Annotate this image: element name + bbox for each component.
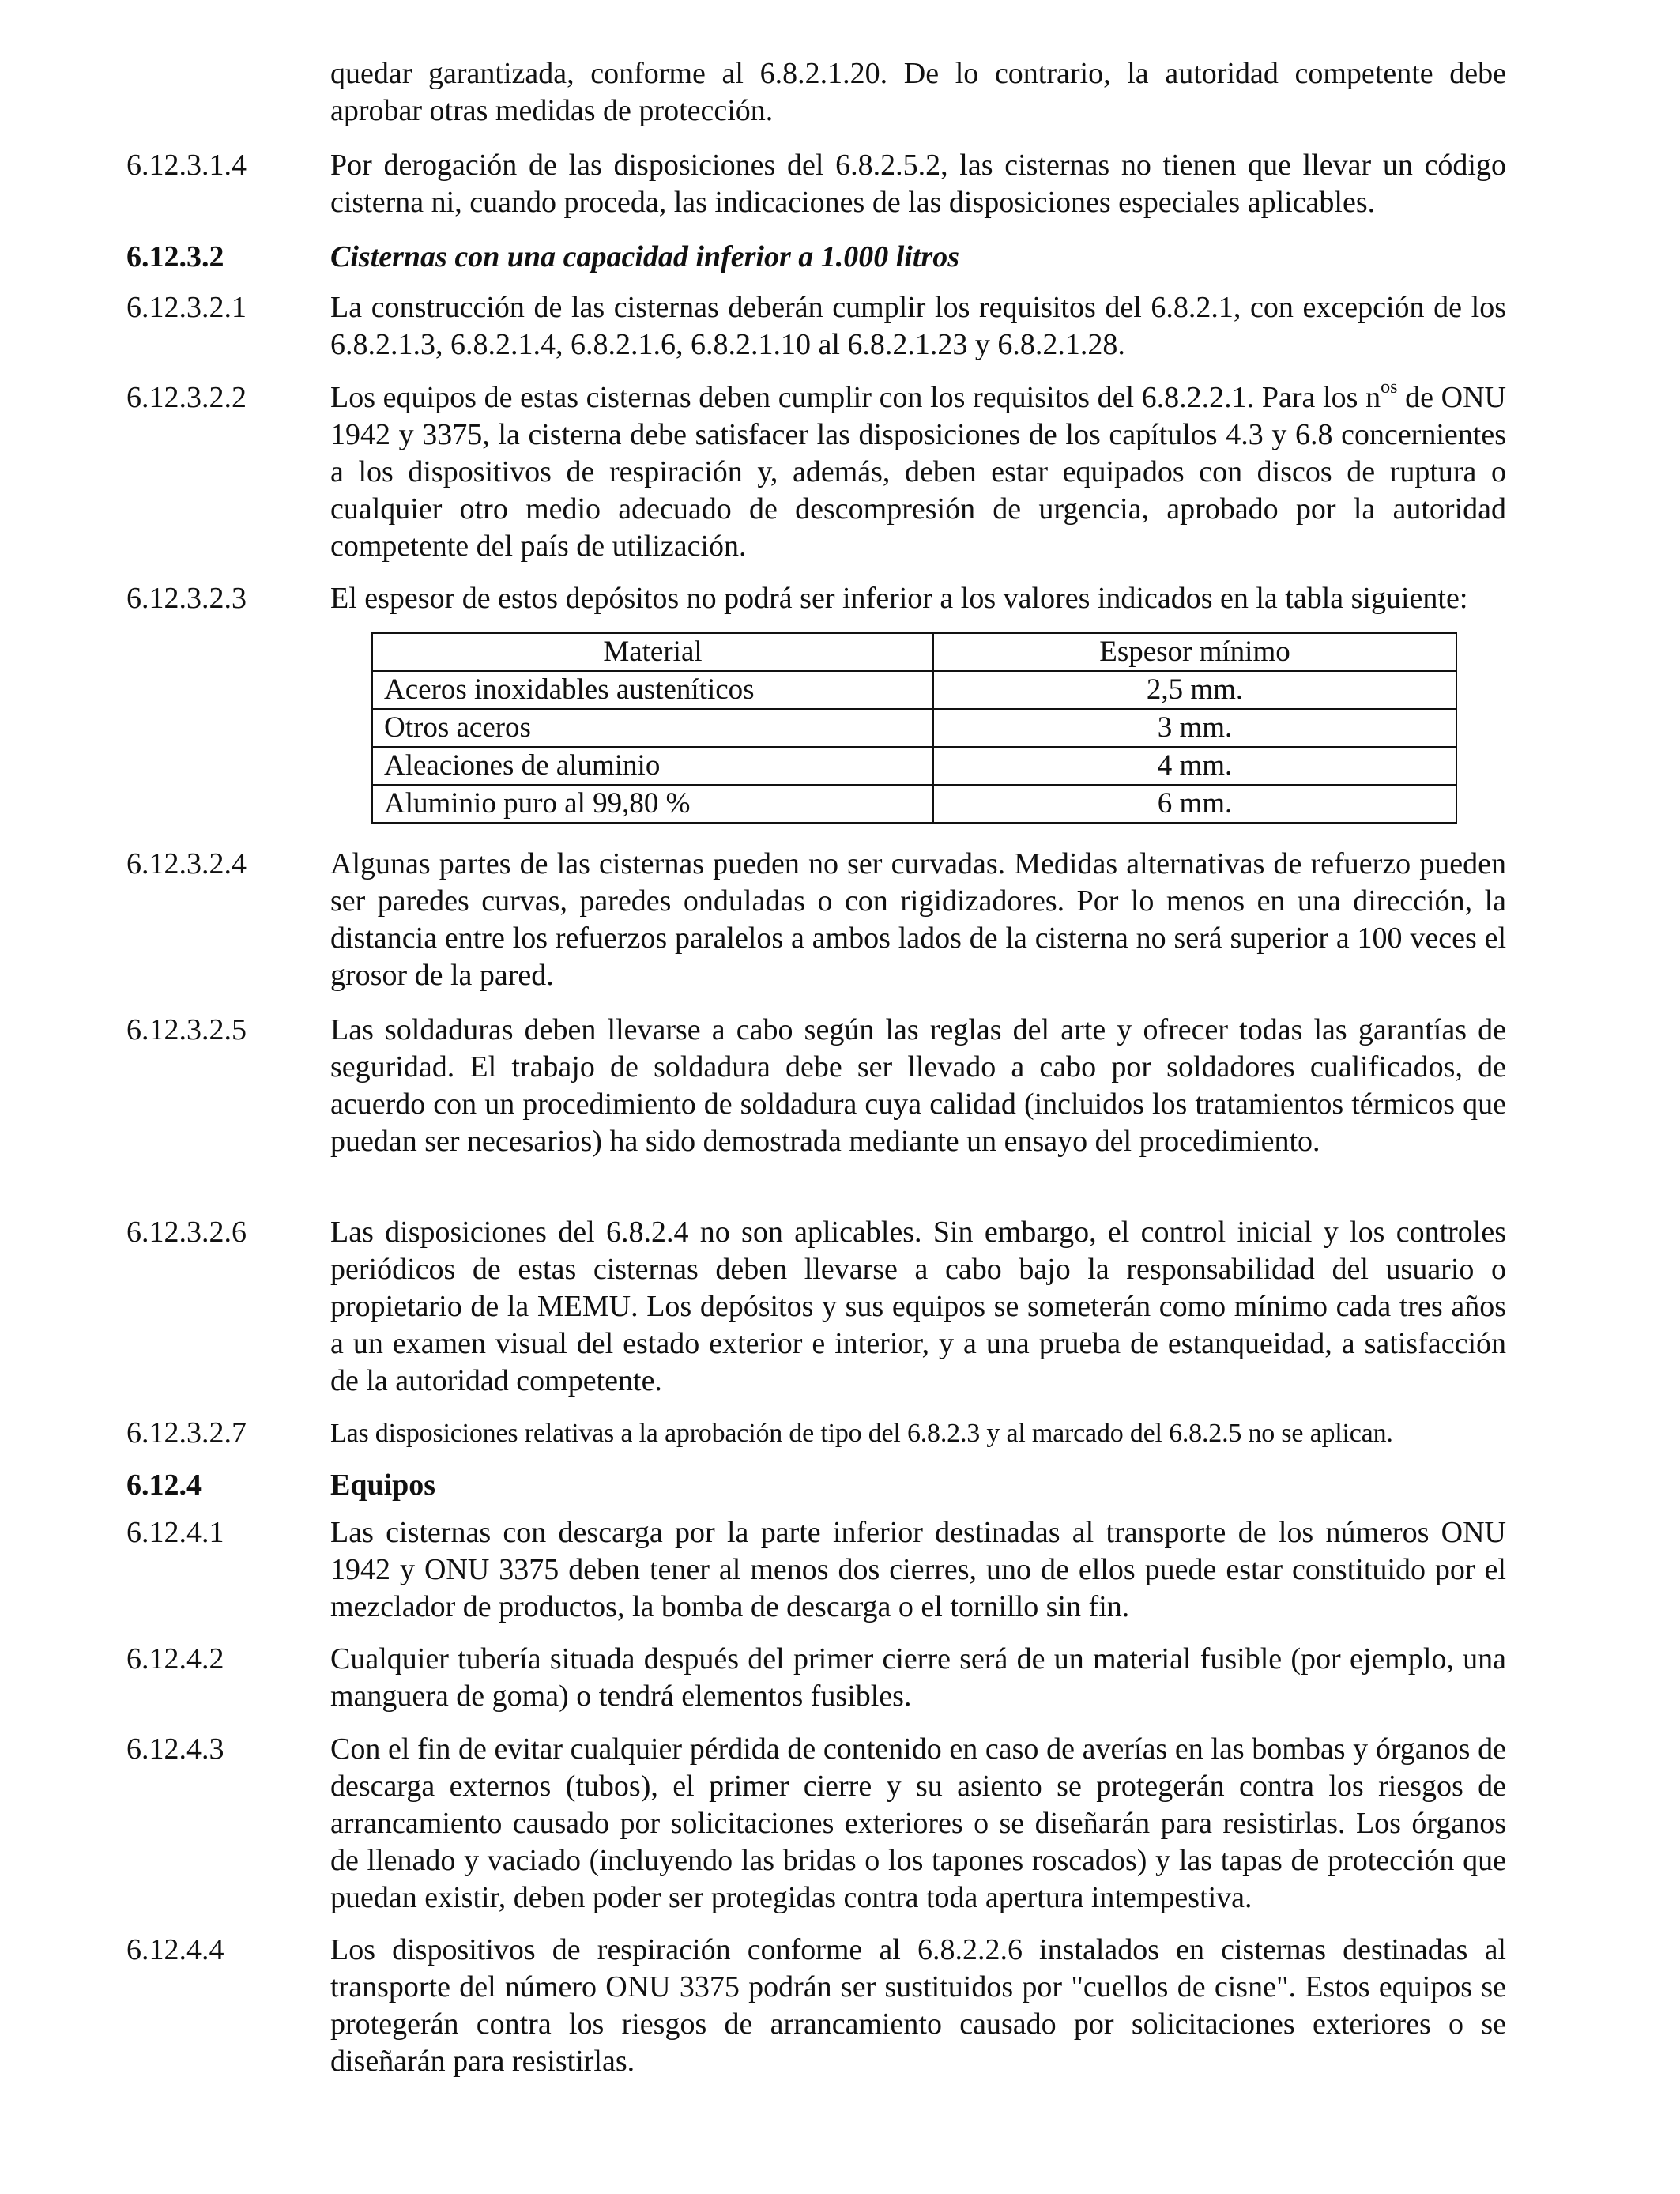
section-number: 6.12.3.2	[126, 240, 224, 273]
paragraph-number: 6.12.3.2.2	[126, 381, 247, 414]
paragraph-number: 6.12.3.2.7	[126, 1416, 247, 1449]
paragraph-number: 6.12.3.2.5	[126, 1013, 247, 1046]
paragraph-text: Cualquier tubería situada después del primer cierre será de un material fusible (por ejemplo, una manguera de goma) o tendrá elementos fusibles.	[330, 1642, 1506, 1713]
paragraph-text-part: de ONU 1942 y 3375, la cisterna debe satisfacer las disposiciones de los capítulos 4.3 y 6.8 concernientes a los dispositivos de respiración y, además, deben estar equipados con discos de ruptura o cualquier otro medio adecuado de descompresión de urgencia, aprobado por la autoridad competente del país de utilización.	[330, 381, 1506, 563]
table-cell-thickness: 3 mm.	[933, 709, 1456, 747]
paragraph-number: 6.12.3.2.1	[126, 291, 247, 324]
paragraph-number: 6.12.3.2.6	[126, 1216, 247, 1249]
paragraph-text: Las disposiciones del 6.8.2.4 no son aplicables. Sin embargo, el control inicial y los controles periódicos de estas cisternas deben llevarse a cabo bajo la responsabilidad del usuario o propietario de la MEMU. Los depósitos y sus equipos se someterán como mínimo cada tres años a un examen visual del estado exterior e interior, y a una prueba de estanqueidad, a satisfacción de la autoridad competente.	[330, 1216, 1506, 1397]
superscript-os: os	[1381, 377, 1398, 398]
table-row	[372, 671, 1456, 709]
table-cell-material: Otros aceros	[372, 709, 933, 747]
paragraph-number: 6.12.3.2.3	[126, 582, 247, 615]
table-cell-thickness: 2,5 mm.	[933, 671, 1456, 709]
section-number: 6.12.4	[126, 1468, 202, 1502]
paragraph-number: 6.12.4.1	[126, 1516, 224, 1549]
paragraph-number: 6.12.3.2.4	[126, 847, 247, 880]
table-cell-material: Aceros inoxidables austeníticos	[372, 671, 933, 709]
table-cell-thickness: 4 mm.	[933, 747, 1456, 785]
paragraph-text: Los dispositivos de respiración conforme al 6.8.2.2.6 instalados en cisternas destinadas al transporte del número ONU 3375 podrán ser sustituidos por "cuellos de cisne". Estos equipos se protegerán contra los riesgos de arrancamiento causado por solicitaciones exteriores o se diseñarán para resistirlas.	[330, 1933, 1506, 2078]
table-cell-material: Aluminio puro al 99,80 %	[372, 785, 933, 823]
paragraph-text: Las cisternas con descarga por la parte inferior destinadas al transporte de los números ONU 1942 y ONU 3375 deben tener al menos dos cierres, uno de ellos puede estar constituido por el mezclador de productos, la bomba de descarga o el tornillo sin fin.	[330, 1516, 1506, 1623]
paragraph-text: Por derogación de las disposiciones del 6.8.2.5.2, las cisternas no tienen que llevar un código cisterna ni, cuando proceda, las indicaciones de las disposiciones especiales aplicables.	[330, 149, 1506, 219]
thickness-table	[371, 632, 1457, 824]
section-title: Cisternas con una capacidad inferior a 1.000 litros	[330, 240, 959, 273]
paragraph-text: Con el fin de evitar cualquier pérdida de contenido en caso de averías en las bombas y órganos de descarga externos (tubos), el primer cierre y su asiento se protegerán contra los riesgos de arrancamiento causado por solicitaciones exteriores o se diseñarán para resistirlas. Los órganos de llenado y vaciado (incluyendo las bridas o los tapones roscados) y las tapas de protección que puedan existir, deben poder ser protegidas contra toda apertura intempestiva.	[330, 1732, 1506, 1914]
paragraph-text: La construcción de las cisternas deberán cumplir los requisitos del 6.8.2.1, con excepción de los 6.8.2.1.3, 6.8.2.1.4, 6.8.2.1.6, 6.8.2.1.10 al 6.8.2.1.23 y 6.8.2.1.28.	[330, 291, 1506, 361]
paragraph-text	[330, 379, 1506, 565]
table-cell-material: Aleaciones de aluminio	[372, 747, 933, 785]
table-cell-thickness: 6 mm.	[933, 785, 1456, 823]
paragraph-text: Algunas partes de las cisternas pueden no ser curvadas. Medidas alternativas de refuerzo pueden ser paredes curvas, paredes onduladas o con rigidizadores. Por lo menos en una dirección, la distancia entre los refuerzos paralelos a ambos lados de la cisterna no será superior a 100 veces el grosor de la pared.	[330, 847, 1506, 992]
paragraph-number: 6.12.4.2	[126, 1642, 224, 1676]
paragraph-number: 6.12.4.4	[126, 1933, 224, 1966]
paragraph-text: Las soldaduras deben llevarse a cabo según las reglas del arte y ofrecer todas las garantías de seguridad. El trabajo de soldadura debe ser llevado a cabo por soldadores cualificados, de acuerdo con un procedimiento de soldadura cuya calidad (incluidos los tratamientos térmicos que puedan ser necesarios) ha sido demostrada mediante un ensayo del procedimiento.	[330, 1013, 1506, 1158]
table-row	[372, 709, 1456, 747]
paragraph-text: Las disposiciones relativas a la aprobación de tipo del 6.8.2.3 y al marcado del 6.8.2.5 no se aplican.	[330, 1419, 1393, 1448]
table-row	[372, 747, 1456, 785]
table-header-thickness: Espesor mínimo	[933, 633, 1456, 671]
paragraph-text: quedar garantizada, conforme al 6.8.2.1.20. De lo contrario, la autoridad competente debe aprobar otras medidas de protección.	[330, 57, 1506, 127]
paragraph-text-part: Los equipos de estas cisternas deben cumplir con los requisitos del 6.8.2.2.1. Para los n	[330, 381, 1381, 414]
paragraph-text: El espesor de estos depósitos no podrá ser inferior a los valores indicados en la tabla siguiente:	[330, 582, 1468, 615]
table-row	[372, 785, 1456, 823]
section-title: Equipos	[330, 1468, 436, 1502]
table-header-material: Material	[372, 633, 933, 671]
paragraph-number: 6.12.4.3	[126, 1732, 224, 1766]
table-header-row	[372, 633, 1456, 671]
paragraph-number: 6.12.3.1.4	[126, 149, 247, 182]
